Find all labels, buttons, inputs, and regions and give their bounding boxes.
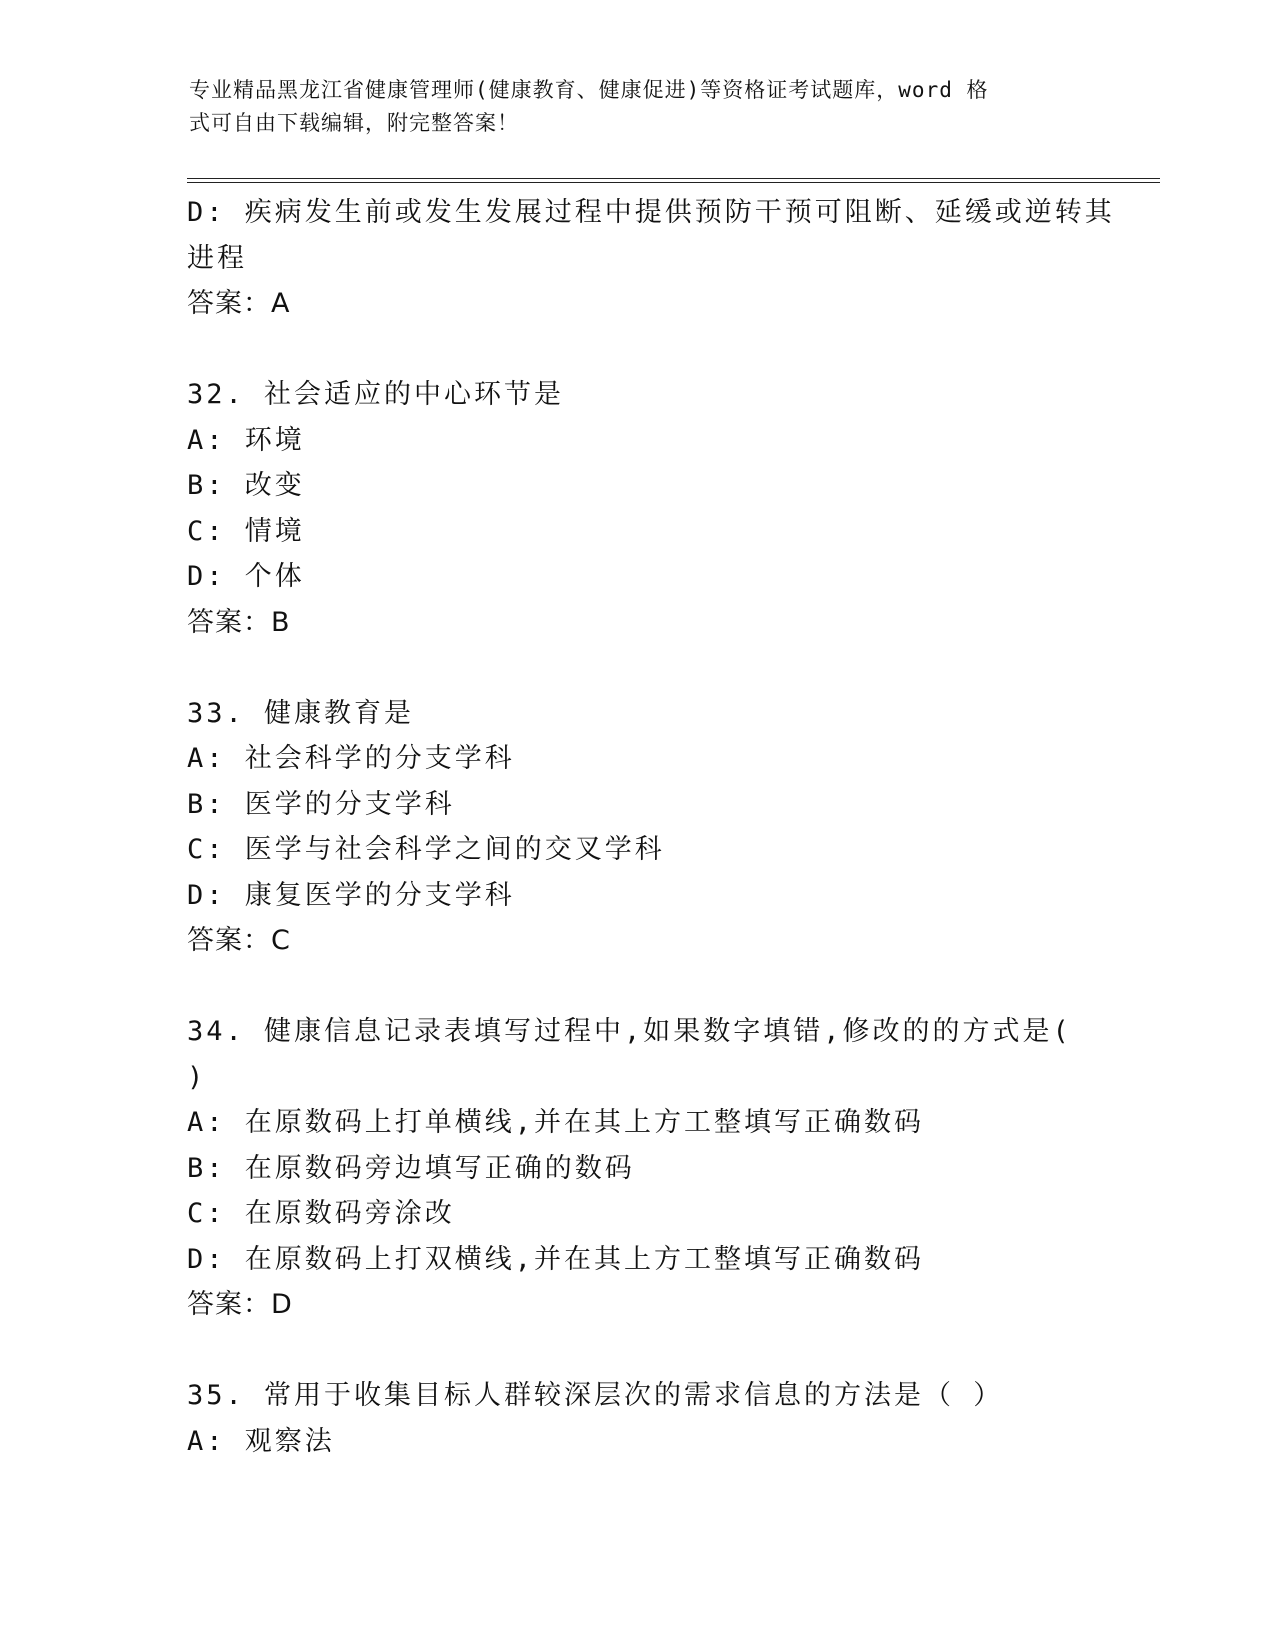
answer-line: 答案：B: [187, 606, 291, 638]
question-list: [187, 190, 1115, 1464]
option-c: C: 在原数码旁涂改: [187, 1198, 455, 1229]
question-stem-continued: ): [187, 1061, 207, 1093]
spacer: [187, 327, 1087, 373]
option-d-continued: 进程: [187, 242, 247, 274]
question-stem: 35. 常用于收集目标人群较深层次的需求信息的方法是（ ）: [187, 1380, 1004, 1411]
question-stem: 32. 社会适应的中心环节是: [187, 379, 565, 410]
header-divider-top: [187, 178, 1160, 179]
option-a: A: 在原数码上打单横线,并在其上方工整填写正确数码: [187, 1107, 925, 1138]
spacer: [187, 1328, 1087, 1374]
option-b: B: 医学的分支学科: [187, 788, 455, 820]
question-33: [187, 691, 1087, 964]
option-d: D: 在原数码上打双横线,并在其上方工整填写正确数码: [187, 1243, 925, 1275]
option-d: D: 康复医学的分支学科: [187, 879, 515, 911]
option-b: B: 在原数码旁边填写正确的数码: [187, 1152, 635, 1184]
header-line-1: 专业精品黑龙江省健康管理师(健康教育、健康促进)等资格证考试题库，word 格: [189, 78, 989, 102]
option-a: A: 环境: [187, 424, 305, 456]
option-b: B: 改变: [187, 470, 305, 501]
answer-line: 答案：A: [187, 288, 291, 319]
option-d: D: 疾病发生前或发生发展过程中提供预防干预可阻断、延缓或逆转其: [187, 197, 1115, 228]
spacer: [187, 645, 1087, 691]
option-a: A: 观察法: [187, 1425, 335, 1457]
question-stem: 33. 健康教育是: [187, 697, 415, 729]
option-c: C: 医学与社会科学之间的交叉学科: [187, 834, 665, 865]
spacer: [187, 964, 1087, 1010]
answer-line: 答案：D: [187, 1289, 293, 1320]
option-c: C: 情境: [187, 515, 305, 547]
question-31-tail: [187, 190, 1115, 327]
question-34: [187, 1009, 1087, 1328]
option-d: D: 个体: [187, 561, 305, 592]
question-35: [187, 1373, 1087, 1464]
question-32: [187, 372, 1087, 645]
question-stem: 34. 健康信息记录表填写过程中,如果数字填错,修改的的方式是(: [187, 1016, 1072, 1047]
header-divider-bottom: [187, 182, 1160, 183]
header-line-2: 式可自由下载编辑，附完整答案！: [189, 111, 519, 135]
option-a: A: 社会科学的分支学科: [187, 743, 515, 774]
document-header: [189, 74, 1089, 140]
answer-line: 答案：C: [187, 925, 291, 956]
